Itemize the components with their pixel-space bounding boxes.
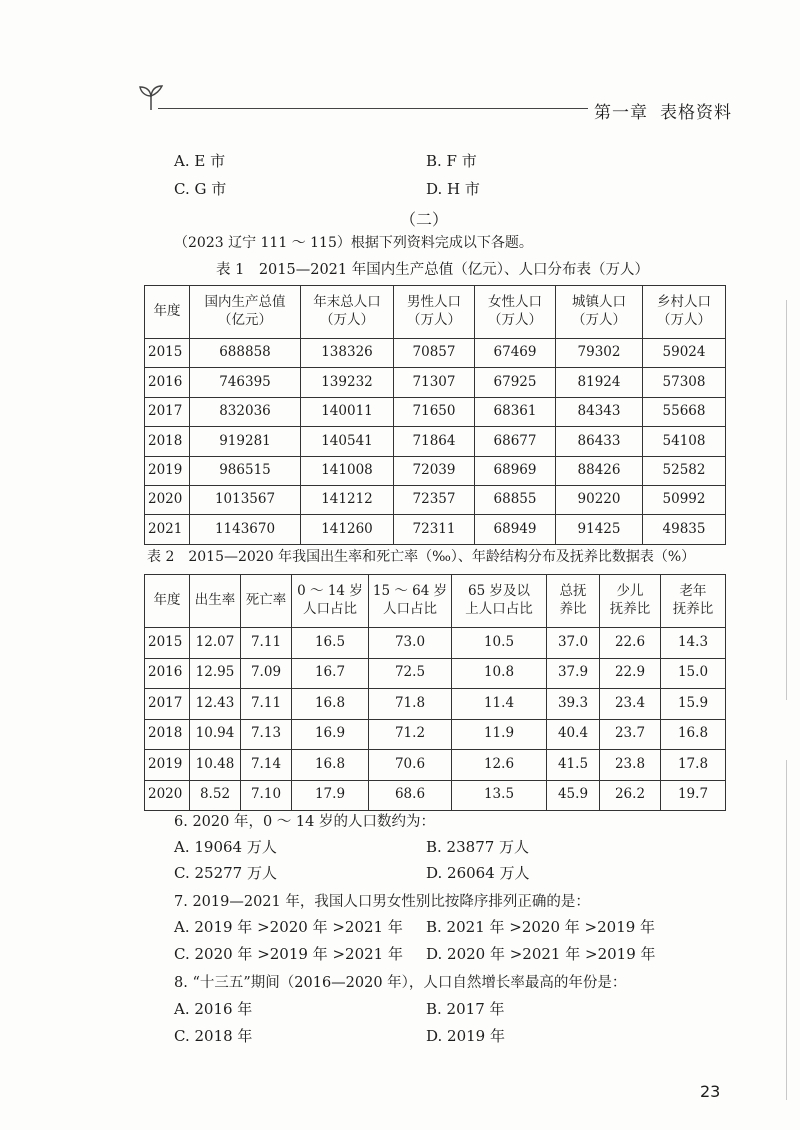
table1-cell: 746395 [190,368,301,397]
prev-option-b: B. F 市 [426,152,477,170]
table2-cell: 7.13 [241,719,292,750]
table2-row [145,719,726,750]
table1-cell: 2017 [145,397,190,426]
table1-cell: 832036 [190,397,301,426]
table1-header-female-pop: 女性人口 （万人） [475,286,556,339]
table1-cell: 50992 [643,485,726,514]
table2-cell: 12.6 [452,750,547,781]
prev-options-row-1 [174,150,477,171]
table2-cell: 16.8 [292,689,369,720]
section-title: （二） [400,210,449,229]
table1-cell: 57308 [643,368,726,397]
table2-cell: 10.48 [190,750,241,781]
table2-cell: 73.0 [369,628,452,659]
table2-cell: 17.8 [661,750,726,781]
table1-caption: 表 1 2015—2021 年国内生产总值（亿元）、人口分布表（万人） [216,262,649,278]
prev-option-a: A. E 市 [174,152,226,170]
table2-cell: 12.95 [190,658,241,689]
table1-cell: 52582 [643,456,726,485]
table2-cell: 37.0 [547,628,600,659]
table2-cell: 70.6 [369,750,452,781]
table2-cell: 10.5 [452,628,547,659]
question-7-option-b: B. 2021 年 >2020 年 >2019 年 [426,918,656,936]
table2-header-child-dependency: 少儿 抚养比 [600,575,661,628]
table2-cell: 23.7 [600,719,661,750]
question-7-option-d: D. 2020 年 >2021 年 >2019 年 [426,945,656,963]
question-6-options-row-1 [174,836,530,857]
table2-caption: 表 2 2015—2020 年我国出生率和死亡率（‰）、年龄结构分布及抚养比数据表（%） [147,549,696,565]
table2-cell: 2020 [145,780,190,811]
table1-cell: 70857 [394,339,475,368]
table1-cell: 2018 [145,427,190,456]
table1-cell: 1013567 [190,485,301,514]
table1-cell: 88426 [556,456,643,485]
table1-row [145,339,726,368]
table1-cell: 688858 [190,339,301,368]
question-7-options-row-1 [174,916,656,937]
table2 [144,574,726,811]
question-6-option-c: C. 25277 万人 [174,864,277,882]
question-7-option-a: A. 2019 年 >2020 年 >2021 年 [174,918,403,936]
chapter-heading [594,98,732,123]
table2-cell: 72.5 [369,658,452,689]
table1-cell: 140541 [301,427,394,456]
table1-cell: 54108 [643,427,726,456]
table1-header-row [145,286,726,339]
table2-cell: 23.4 [600,689,661,720]
table2-cell: 2016 [145,658,190,689]
table2-cell: 39.3 [547,689,600,720]
table2-header-age-0-14: 0 ～ 14 岁 人口占比 [292,575,369,628]
table1-cell: 68361 [475,397,556,426]
question-8-option-c: C. 2018 年 [174,1027,253,1045]
table2-cell: 41.5 [547,750,600,781]
table1-cell: 1143670 [190,515,301,544]
table2-cell: 14.3 [661,628,726,659]
question-7-options-row-2 [174,943,656,964]
table1-cell: 68949 [475,515,556,544]
table2-cell: 16.8 [661,719,726,750]
table1-row [145,427,726,456]
table2-cell: 11.4 [452,689,547,720]
question-8-stem: 8. “十三五”期间（2016—2020 年），人口自然增长率最高的年份是： [174,975,627,991]
table2-cell: 16.8 [292,750,369,781]
table2-header-year: 年度 [145,575,190,628]
table1-cell: 67469 [475,339,556,368]
table2-header-death-rate: 死亡率 [241,575,292,628]
table1-header-year: 年度 [145,286,190,339]
table1-cell: 2021 [145,515,190,544]
table1-cell: 2015 [145,339,190,368]
table2-cell: 7.14 [241,750,292,781]
table1-cell: 141212 [301,485,394,514]
table2-cell: 12.07 [190,628,241,659]
table2-cell: 7.10 [241,780,292,811]
scan-edge-mark [786,300,787,700]
table2-cell: 23.8 [600,750,661,781]
table2-cell: 16.9 [292,719,369,750]
question-8-options-row-2 [174,1025,505,1046]
page-number: 23 [700,1082,721,1101]
table2-cell: 2019 [145,750,190,781]
table2-cell: 45.9 [547,780,600,811]
table2-cell: 19.7 [661,780,726,811]
chapter-label: 第一章 [594,103,648,123]
table2-row [145,689,726,720]
prev-options-row-2 [174,178,480,199]
table1-cell: 139232 [301,368,394,397]
table2-cell: 2017 [145,689,190,720]
table1-row [145,368,726,397]
table2-cell: 26.2 [600,780,661,811]
table2-cell: 22.9 [600,658,661,689]
table1-header-urban-pop: 城镇人口 （万人） [556,286,643,339]
table1-cell: 2020 [145,485,190,514]
question-6-option-a: A. 19064 万人 [174,838,277,856]
table2-cell: 7.11 [241,689,292,720]
table2-header-elderly-dependency: 老年 抚养比 [661,575,726,628]
table2-cell: 10.8 [452,658,547,689]
table1-cell: 49835 [643,515,726,544]
table1-cell: 72311 [394,515,475,544]
table2-row [145,658,726,689]
table2-header-total-dependency: 总抚 养比 [547,575,600,628]
table1-cell: 68969 [475,456,556,485]
table1-header-total-pop: 年末总人口 （万人） [301,286,394,339]
table2-header-age-15-64: 15 ～ 64 岁 人口占比 [369,575,452,628]
table1-cell: 79302 [556,339,643,368]
table2-header-age-65-plus: 65 岁及以 上人口占比 [452,575,547,628]
table1-row [145,397,726,426]
question-6-option-d: D. 26064 万人 [426,864,530,882]
table1-cell: 2016 [145,368,190,397]
table1-cell: 71650 [394,397,475,426]
table1-cell: 141008 [301,456,394,485]
scan-edge-mark [786,760,787,1100]
table1-cell: 86433 [556,427,643,456]
table1-cell: 67925 [475,368,556,397]
table2-cell: 15.0 [661,658,726,689]
question-6-options-row-2 [174,862,530,883]
table2-row [145,628,726,659]
table1-cell: 140011 [301,397,394,426]
question-7-option-c: C. 2020 年 >2019 年 >2021 年 [174,945,403,963]
table1-cell: 84343 [556,397,643,426]
table2-cell: 17.9 [292,780,369,811]
table1-header-gdp: 国内生产总值 （亿元） [190,286,301,339]
table1-cell: 55668 [643,397,726,426]
table1-row [145,485,726,514]
table1-cell: 71307 [394,368,475,397]
table2-cell: 71.2 [369,719,452,750]
table2-cell: 12.43 [190,689,241,720]
table2-cell: 8.52 [190,780,241,811]
table1-cell: 72039 [394,456,475,485]
prev-option-c: C. G 市 [174,180,227,198]
table2-cell: 68.6 [369,780,452,811]
question-6-option-b: B. 23877 万人 [426,838,530,856]
table2-header-row [145,575,726,628]
table1-cell: 71864 [394,427,475,456]
table2-cell: 71.8 [369,689,452,720]
table2-header-birth-rate: 出生率 [190,575,241,628]
table2-row [145,780,726,811]
header-rule [158,108,588,109]
table1-cell: 986515 [190,456,301,485]
table2-cell: 22.6 [600,628,661,659]
question-7-stem: 7. 2019—2021 年，我国人口男女性别比按降序排列正确的是： [174,894,590,910]
table2-cell: 13.5 [452,780,547,811]
table1-cell: 68855 [475,485,556,514]
table2-cell: 7.11 [241,628,292,659]
table2-cell: 16.5 [292,628,369,659]
prev-option-d: D. H 市 [426,180,480,198]
table2-cell: 16.7 [292,658,369,689]
table1-cell: 138326 [301,339,394,368]
question-6-stem: 6. 2020 年，0 ～ 14 岁的人口数约为： [174,814,435,830]
section-label: 表格资料 [660,103,732,123]
table2-cell: 10.94 [190,719,241,750]
question-8-option-d: D. 2019 年 [426,1027,505,1045]
table2-cell: 40.4 [547,719,600,750]
question-8-option-b: B. 2017 年 [426,1000,505,1018]
table1-header-male-pop: 男性人口 （万人） [394,286,475,339]
table1-header-rural-pop: 乡村人口 （万人） [643,286,726,339]
table1-cell: 90220 [556,485,643,514]
table1 [144,285,726,545]
table1-cell: 91425 [556,515,643,544]
question-8-options-row-1 [174,998,505,1019]
table1-cell: 141260 [301,515,394,544]
table1-cell: 59024 [643,339,726,368]
table1-cell: 68677 [475,427,556,456]
table1-row [145,456,726,485]
table2-row [145,750,726,781]
table1-cell: 2019 [145,456,190,485]
table1-cell: 919281 [190,427,301,456]
table2-cell: 7.09 [241,658,292,689]
table2-cell: 2018 [145,719,190,750]
table2-cell: 11.9 [452,719,547,750]
question-8-option-a: A. 2016 年 [174,1000,253,1018]
table2-cell: 37.9 [547,658,600,689]
table2-cell: 2015 [145,628,190,659]
table1-row [145,515,726,544]
table2-cell: 15.9 [661,689,726,720]
table1-cell: 81924 [556,368,643,397]
table1-cell: 72357 [394,485,475,514]
source-line: （2023 辽宁 111 ～ 115）根据下列资料完成以下各题。 [174,235,533,251]
